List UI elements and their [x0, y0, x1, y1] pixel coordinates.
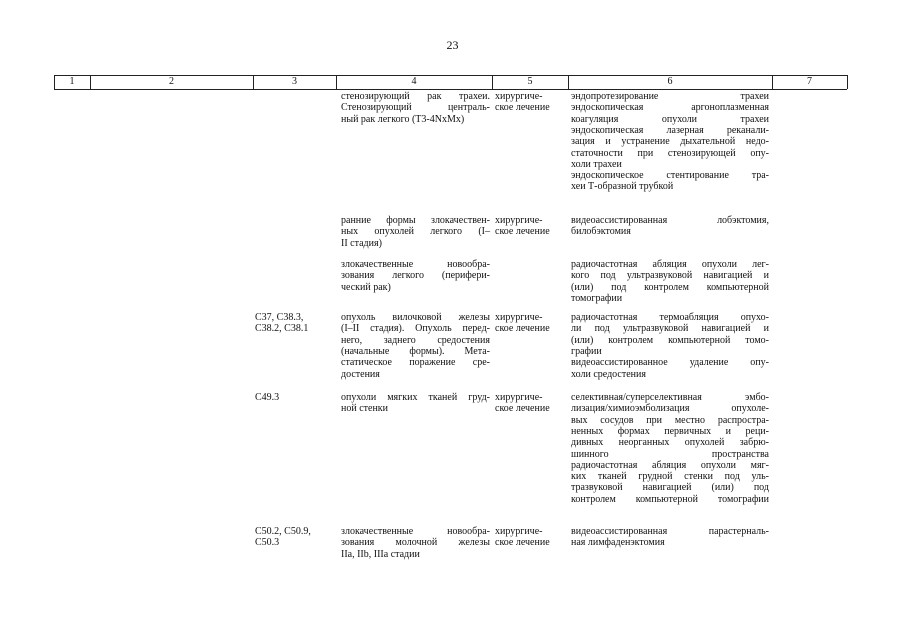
treatment-type-line: ское лечение	[495, 102, 550, 114]
method-line: хеи Т-образной трубкой	[571, 181, 674, 193]
treatment-type-line: ское лечение	[495, 537, 550, 549]
code-line: C38.2, C38.1	[255, 323, 309, 335]
column-number: 2	[169, 76, 174, 87]
method-line: шинного пространства	[571, 448, 769, 460]
column-number: 5	[527, 76, 533, 87]
method-line: лизация/химиоэмболизация опухоле-	[571, 403, 769, 415]
diagnosis-line: ной стенки	[341, 403, 389, 415]
method-line: дивных неорганных опухолей забрю-	[571, 437, 769, 449]
diagnosis-line: опухоль вилочковой железы	[341, 312, 490, 323]
method-line: радиочастотная абляция опухоли мяг-	[571, 459, 769, 471]
diagnosis-line: ных опухолей легкого (I–	[341, 226, 490, 238]
diagnosis-line: (начальные формы). Мета-	[341, 345, 490, 357]
method-line: ких тканей грудной стенки под уль-	[571, 471, 769, 483]
method-line: билобэктомия	[571, 226, 631, 238]
diagnosis-line: зования молочной железы	[341, 537, 490, 549]
method-line: радиочастотная термоабляция опухо-	[571, 312, 769, 323]
diagnosis-line: IIa, IIb, IIIa стадии	[341, 548, 420, 560]
code-line: C50.3	[255, 537, 280, 549]
method-line: зация и устранение дыхательной недо-	[571, 136, 769, 148]
page-number: 23	[446, 38, 459, 52]
diagnosis-line: статическое поражение сре-	[341, 357, 490, 369]
method-line: (или) контролем компьютерной томо-	[571, 334, 769, 346]
diagnosis-line: II стадия)	[341, 237, 382, 249]
method-line: эндоскопическая аргоноплазменная	[571, 102, 769, 114]
column-number: 6	[667, 76, 673, 87]
treatment-type-line: хирургиче-	[495, 312, 543, 323]
treatment-type-line: ское лечение	[495, 226, 550, 238]
method-line: (или) под контролем компьютерной	[571, 281, 769, 293]
column-number: 7	[807, 76, 812, 87]
method-line: ли под ультразвуковой навигацией и	[571, 323, 769, 335]
method-line: холи трахеи	[571, 158, 622, 170]
diagnosis-line: ческий рак)	[341, 281, 391, 293]
method-line: ненных формах первичных и реци-	[571, 425, 769, 437]
method-line: видеоассистированное удаление опу-	[571, 357, 769, 369]
method-line: статочности при стенозирующей опу-	[571, 147, 769, 159]
column-number: 3	[292, 76, 297, 87]
diagnosis-line: зования легкого (перифери-	[341, 270, 490, 282]
method-line: видеоассистированная лобэктомия,	[571, 215, 769, 226]
diagnosis-line: Стенозирующий централь-	[341, 102, 490, 114]
treatment-type-line: хирургиче-	[495, 215, 543, 226]
column-number: 4	[411, 76, 417, 87]
diagnosis-line: (I–II стадия). Опухоль перед-	[341, 323, 490, 335]
diagnosis-line: ный рак легкого (Т3-4NxMx)	[341, 113, 465, 125]
method-line: вых сосудов при местно распростра-	[571, 414, 769, 426]
method-line: томографии	[571, 292, 623, 304]
code-line: C49.3	[255, 392, 280, 403]
method-line: видеоассистированная парастерналь-	[571, 526, 769, 537]
header-bottom-rule	[54, 89, 847, 90]
diagnosis-line: стенозирующий рак трахеи.	[341, 91, 490, 102]
method-line: тразвуковой навигацией (или) под	[571, 482, 769, 494]
method-line: контролем компьютерной томографии	[571, 493, 769, 505]
method-line: эндоскопическое стентирование тра-	[571, 170, 769, 182]
diagnosis-line: ранние формы злокачествен-	[341, 215, 490, 226]
treatment-type-line: хирургиче-	[495, 91, 543, 102]
method-line: эндопротезирование трахеи	[571, 91, 769, 102]
diagnosis-line: злокачественные новообра-	[341, 259, 490, 270]
treatment-type-line: хирургиче-	[495, 526, 543, 537]
code-line: C50.2, C50.9,	[255, 526, 311, 537]
method-line: радиочастотная абляция опухоли лег-	[571, 259, 769, 270]
method-line: графии	[571, 345, 602, 357]
method-line: коагуляция опухоли трахеи	[571, 113, 769, 125]
column-number: 1	[69, 76, 75, 87]
method-line: эндоскопическая лазерная реканали-	[571, 124, 769, 136]
diagnosis-line: него, заднего средостения	[341, 334, 490, 346]
method-line: селективная/суперселективная эмбо-	[571, 392, 769, 403]
treatment-type-line: хирургиче-	[495, 392, 543, 403]
diagnosis-line: злокачественные новообра-	[341, 526, 490, 537]
method-line: ная лимфаденэктомия	[571, 537, 665, 549]
header-divider	[847, 75, 848, 89]
method-line: кого под ультразвуковой навигацией и	[571, 270, 769, 282]
treatment-type-line: ское лечение	[495, 403, 550, 415]
diagnosis-line: опухоли мягких тканей груд-	[341, 392, 490, 403]
diagnosis-line: достения	[341, 368, 380, 380]
treatment-type-line: ское лечение	[495, 323, 550, 335]
method-line: холи средостения	[571, 368, 646, 380]
code-line: C37, C38.3,	[255, 312, 304, 323]
